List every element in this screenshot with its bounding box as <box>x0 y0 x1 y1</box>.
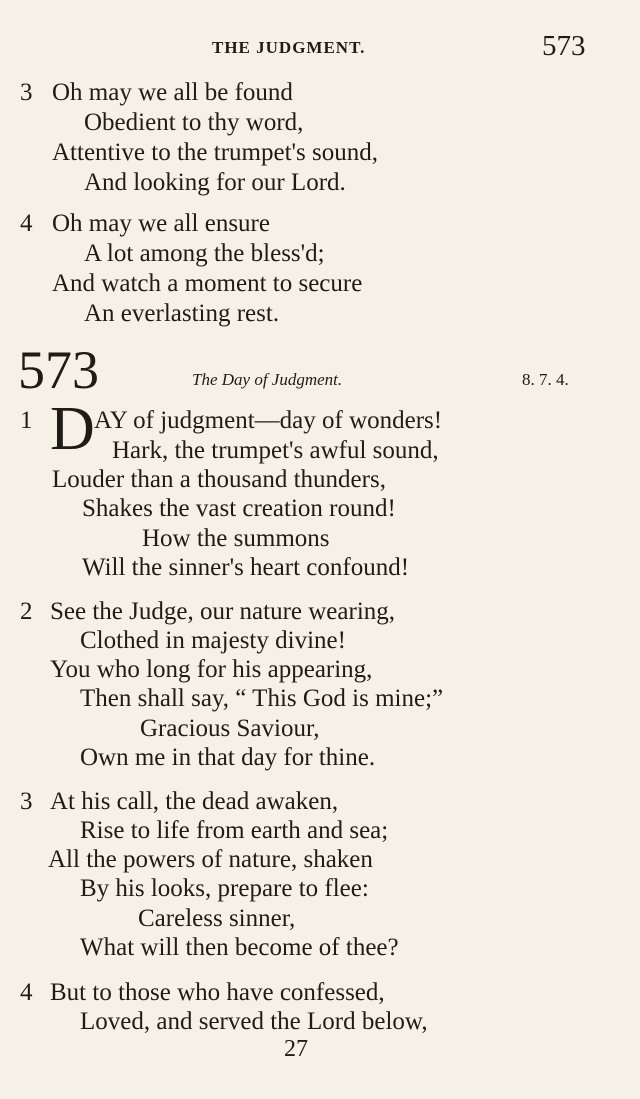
verse-line: Attentive to the trumpet's sound, <box>52 139 378 166</box>
verse-line: Own me in that day for thine. <box>80 744 376 771</box>
running-title: THE JUDGMENT. <box>212 38 366 57</box>
verse-line: At his call, the dead awaken, <box>50 788 339 815</box>
verse-line: See the Judge, our nature wearing, <box>50 598 396 625</box>
verse-line: Will the sinner's heart confound! <box>82 554 410 581</box>
verse-line: And watch a moment to secure <box>52 270 363 297</box>
verse-line: By his looks, prepare to flee: <box>80 875 369 902</box>
hymn-number: 573 <box>18 340 99 400</box>
verse-line: Oh may we all ensure <box>52 210 270 237</box>
verse-line: Obedient to thy word, <box>84 109 304 136</box>
verse-line: Careless sinner, <box>138 905 296 932</box>
verse-line: Clothed in majesty divine! <box>80 627 346 654</box>
verse-line: What will then become of thee? <box>80 934 399 961</box>
verse-line: How the summons <box>142 525 330 552</box>
stanza-number: 4 <box>20 210 33 237</box>
verse-line: AY of judgment—day of wonders! <box>94 407 443 434</box>
verse-line: Gracious Saviour, <box>140 715 320 742</box>
verse-line: Hark, the trumpet's awful sound, <box>112 437 439 464</box>
verse-line: And looking for our Lord. <box>84 169 346 196</box>
verse-line: Rise to life from earth and sea; <box>80 817 389 844</box>
verse-line: Shakes the vast creation round! <box>82 495 396 522</box>
stanza-number: 4 <box>20 979 33 1006</box>
stanza-number: 3 <box>20 788 33 815</box>
stanza-number: 3 <box>20 79 33 106</box>
verse-line: A lot among the bless'd; <box>84 240 325 267</box>
stanza-number: 1 <box>20 407 33 434</box>
verse-line: An everlasting rest. <box>84 300 280 327</box>
signature-mark: 27 <box>284 1036 308 1062</box>
verse-line: Louder than a thousand thunders, <box>52 466 386 493</box>
drop-cap: D <box>50 395 95 463</box>
hymn-title: The Day of Judgment. <box>192 370 343 389</box>
hymn-meter: 8. 7. 4. <box>522 370 569 389</box>
verse-line: Loved, and served the Lord below, <box>80 1008 428 1035</box>
verse-line: But to those who have confessed, <box>50 979 385 1006</box>
verse-line: You who long for his appearing, <box>50 656 373 683</box>
verse-line: Oh may we all be found <box>52 79 293 106</box>
verse-line: All the powers of nature, shaken <box>48 846 373 873</box>
page-number: 573 <box>542 30 586 62</box>
stanza-number: 2 <box>20 598 33 625</box>
verse-line: Then shall say, “ This God is mine;” <box>80 685 444 712</box>
